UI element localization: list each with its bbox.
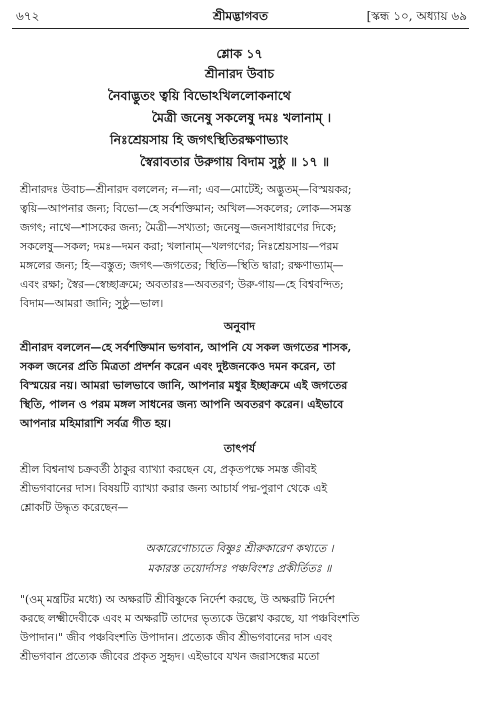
translation-line: বিস্ময়ের নয়। আমরা ভালভাবে জানি, আপনার মধুর ইচ্ছাক্রমে এই জগতের <box>20 379 348 392</box>
synonym-line: শ্রীনারদঃ উবাচ—শ্রীনারদ বললেন; ন—না; এব—মোটেই; অদ্ভুতম্—বিস্ময়কর; <box>20 183 352 196</box>
verse-speaker: শ্রীনারদ উবাচ <box>205 66 274 81</box>
synonym-line: বিদাম—আমরা জানি; সুষ্ঠু—ভাল। <box>20 297 164 310</box>
purport-line: "(ওম্ মন্ত্রটির মধ্যে) অ অক্ষরটি শ্রীবিষ্ণুকে নির্দেশ করছে, উ অক্ষরটি নির্দেশ <box>20 593 335 606</box>
synonym-line: সকলেষু—সকল; দমঃ—দমন করা; খলানাম্—খলগণের; নিঃশ্রেয়সায়—পরম <box>20 240 339 253</box>
header-rule <box>12 28 469 29</box>
purport-body <box>20 590 466 666</box>
purport-line: শ্রীভগবান প্রত্যেক জীবের প্রকৃত সুহৃদ। এইভাবে যখন জরাসন্ধের মতো <box>20 650 320 663</box>
quoted-verse-line: অকারেণোচ্যতে বিষ্ণুঃ শ্রীরুকারেণ কথ্যতে । <box>145 542 334 555</box>
purport-line: উপাদান।" জীব পঞ্চবিংশতি উপাদান। প্রত্যেক জীব শ্রীভগবানের দাস এবং <box>20 631 333 644</box>
translation-heading: অনুবাদ <box>223 320 256 333</box>
verse-line: স্বৈরাবতার উরুগায় বিদাম সুষ্ঠু ॥ ১৭ ॥ <box>140 154 330 169</box>
verse-line: নৈবাদ্ভুতং ত্বয়ি বিভোঽখিললোকনাথে <box>108 88 291 103</box>
synonym-line: জগৎ; নাথে—শাসকের জন্য; মৈত্রী—সখ্যতা; জনেষু—জনসাধারণের দিকে; <box>20 221 337 234</box>
translation-block <box>20 338 466 433</box>
synonym-line: এবং রক্ষা; স্বৈর—স্বেচ্ছাক্রমে; অবতারঃ—অবতরণ; উরু-গায়—হে বিশ্ববন্দিত; <box>20 278 344 291</box>
verse-number: শ্লোক ১৭ <box>216 46 263 61</box>
chapter-reference: [স্কন্ধ ১০, অধ্যায় ৬৯ <box>366 9 467 23</box>
page-number: ৬৭২ <box>16 9 40 23</box>
book-title: শ্রীমদ্ভাগবত <box>212 9 268 23</box>
translation-line: শ্রীনারদ বললেন—হে সর্বশক্তিমান ভগবান, আপনি যে সকল জগতের শাসক, <box>20 341 352 354</box>
purport-heading: তাৎপর্য <box>223 442 256 455</box>
synonyms-block <box>20 180 466 313</box>
synonym-line: মঙ্গলের জন্য; হি—বস্তুত; জগৎ—জগতের; স্থিতি—স্থিতি দ্বারা; রক্ষণাভ্যাম্— <box>20 259 344 272</box>
purport-intro <box>20 460 466 517</box>
verse-line: মৈত্রী জনেষু সকলেষু দমঃ খলানাম্ । <box>152 110 332 125</box>
purport-line: শ্রীভগবানের দাস। বিষয়টি ব্যাখ্যা করার জন্য আচার্য পদ্ম-পুরাণ থেকে এই <box>20 482 328 495</box>
quoted-verse-line: মকারস্ত তয়োর্দাসঃ পঞ্চবিংশঃ প্রকীর্তিতঃ ॥ <box>147 562 332 575</box>
translation-line: আপনার মহিমারাশি সর্বত্র গীত হয়। <box>20 417 171 430</box>
page-header <box>12 8 469 28</box>
verse-line: নিঃশ্রেয়সায় হি জগৎস্থিতিরক্ষণাভ্যাং <box>110 132 289 147</box>
purport-line: শ্লোকটি উদ্ধৃত করেছেন— <box>20 501 129 514</box>
purport-line: শ্রীল বিশ্বনাথ চক্রবর্তী ঠাকুর ব্যাখ্যা করছেন যে, প্রকৃতপক্ষে সমস্ত জীবই <box>20 463 317 476</box>
translation-line: স্থিতি, পালন ও পরম মঙ্গল সাধনের জন্য আপনি অবতরণ করেন। এইভাবে <box>20 398 344 411</box>
translation-line: সকল জনের প্রতি মিত্রতা প্রদর্শন করেন এবং দুষ্টজনকেও দমন করেন, তা <box>20 360 336 373</box>
purport-line: করছে লক্ষ্মীদেবীকে এবং ম অক্ষরটি তাদের ভৃত্যকে উল্লেখ করছে, যা পঞ্চবিংশতি <box>20 612 360 625</box>
synonym-line: ত্বয়ি—আপনার জন্য; বিভো—হে সর্বশক্তিমান; অখিল—সকলের; লোক—সমস্ত <box>20 202 351 215</box>
